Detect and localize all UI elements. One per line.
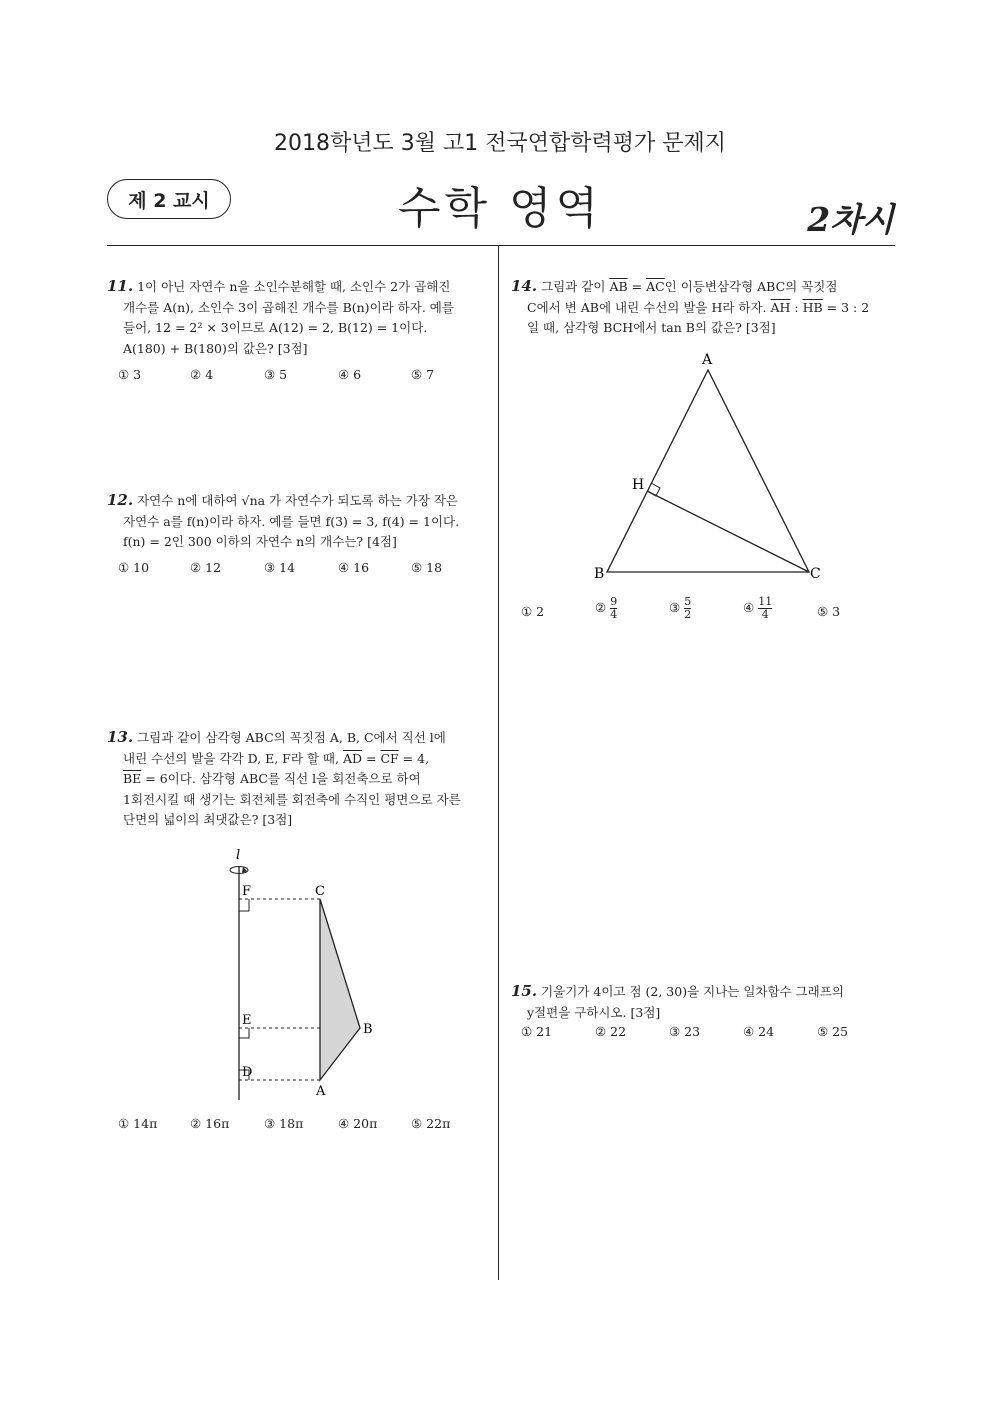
choice-5[interactable]: ⑤ 18 xyxy=(411,560,443,575)
label-l: l xyxy=(236,848,241,863)
question-number: 15. xyxy=(511,982,538,1000)
subject-title: 수학 영역 xyxy=(397,183,602,234)
label-a: A xyxy=(316,1084,326,1099)
question-number: 13. xyxy=(107,728,134,746)
choice-2[interactable]: ② 4 xyxy=(190,367,214,382)
session-badge: 제 2 교시 xyxy=(107,179,231,219)
part-label: 2차시 xyxy=(807,200,894,239)
question-text: 일 때, 삼각형 BCH에서 tan B의 값은? [3점] xyxy=(527,320,776,335)
question-text: 자연수 a를 f(n)이라 하자. 예를 들면 f(3) = 3, f(4) = 1이다. xyxy=(123,513,460,529)
choice-1[interactable]: ① 3 xyxy=(118,367,142,382)
question-text: $\overline{BE} = 6$이다. 삼각형 ABC를 직선 l을 회전축으로 하여 xyxy=(123,771,421,786)
question-number: 11. xyxy=(107,277,134,295)
choices-12 xyxy=(118,560,498,580)
choice-4[interactable]: ④ 24 xyxy=(743,1024,775,1039)
question-11 xyxy=(107,276,454,359)
label-c: C xyxy=(315,884,325,899)
label-d: D xyxy=(242,1065,253,1080)
figure-13 xyxy=(220,845,390,1100)
choice-4[interactable]: ④ $\frac{11}{4}$ xyxy=(743,595,773,621)
choices-14 xyxy=(521,596,881,630)
triangle-abc xyxy=(320,899,360,1080)
question-text: 단면의 넓이의 최댓값은? [3점] xyxy=(123,812,293,827)
choice-1[interactable]: ① 10 xyxy=(118,560,150,575)
question-text: A(180) + B(180)의 값은? [3점] xyxy=(123,340,308,356)
label-b: B xyxy=(594,566,605,582)
question-text: y절편을 구하시오. [3점] xyxy=(527,1004,661,1020)
choice-4[interactable]: ④ 6 xyxy=(338,367,362,382)
question-text: 기울기가 4이고 점 (2, 30)을 지나는 일차함수 그래프의 xyxy=(541,984,844,999)
question-number: 14. xyxy=(511,277,538,295)
choice-2[interactable]: ② 16π xyxy=(190,1116,230,1131)
choice-3[interactable]: ③ 23 xyxy=(669,1024,701,1039)
choice-2[interactable]: ② 22 xyxy=(595,1024,627,1039)
question-text: C에서 변 AB에 내린 수선의 발을 H라 하자. $\overline{AH}$ : $\overline{HB} = 3$ : 2 xyxy=(527,299,870,315)
question-text: 1이 아닌 자연수 n을 소인수분해할 때, 소인수 2가 곱해진 xyxy=(137,279,451,294)
question-14 xyxy=(511,276,869,339)
choices-13 xyxy=(118,1116,498,1136)
question-text: 내린 수선의 발을 각각 D, E, F라 할 때, $\overline{AD} = \overline{CF} = 4$, xyxy=(123,750,430,766)
question-15 xyxy=(511,981,844,1023)
question-13 xyxy=(107,727,461,831)
label-c: C xyxy=(810,566,821,582)
choice-2[interactable]: ② $\frac{9}{4}$ xyxy=(595,595,618,621)
choice-1[interactable]: ① 14π xyxy=(118,1116,158,1131)
label-e: E xyxy=(242,1013,252,1028)
choice-5[interactable]: ⑤ 22π xyxy=(411,1116,451,1131)
right-angle-mark xyxy=(239,899,249,911)
label-a: A xyxy=(702,352,713,368)
label-b: B xyxy=(363,1022,373,1037)
triangle-abc xyxy=(607,370,809,572)
choice-1[interactable]: ① 2 xyxy=(521,604,545,619)
column-divider xyxy=(498,246,499,1280)
question-text: 자연수 n에 대하여 √na 가 자연수가 되도록 하는 가장 작은 xyxy=(137,493,458,508)
question-text: 1회전시킬 때 생기는 회전체를 회전축에 수직인 평면으로 자른 xyxy=(123,791,461,807)
choice-4[interactable]: ④ 20π xyxy=(338,1116,378,1131)
choice-2[interactable]: ② 12 xyxy=(190,560,222,575)
question-12 xyxy=(107,490,459,553)
label-f: F xyxy=(242,884,252,899)
question-number: 12. xyxy=(107,491,134,509)
choice-3[interactable]: ③ $\frac{5}{2}$ xyxy=(669,595,692,621)
choice-3[interactable]: ③ 18π xyxy=(264,1116,304,1131)
choice-3[interactable]: ③ 14 xyxy=(264,560,296,575)
question-text: 개수를 A(n), 소인수 3이 곱해진 개수를 B(n)이라 하자. 예를 xyxy=(123,299,454,315)
figure-14 xyxy=(585,348,835,588)
choices-15 xyxy=(521,1024,881,1044)
choice-1[interactable]: ① 21 xyxy=(521,1024,553,1039)
choice-3[interactable]: ③ 5 xyxy=(264,367,288,382)
question-text: 들어, 12 = 2² × 3이므로 A(12) = 2, B(12) = 1이다. xyxy=(123,320,428,335)
choice-5[interactable]: ⑤ 3 xyxy=(817,604,841,619)
question-text: 그림과 같이 $\overline{AB} = \overline{AC}$인 이등변삼각형 ABC의 꼭짓점 xyxy=(541,279,838,294)
perpendicular-ch xyxy=(647,491,809,572)
right-angle-mark xyxy=(239,1028,249,1038)
label-h: H xyxy=(632,477,645,493)
question-text: f(n) = 2인 300 이하의 자연수 n의 개수는? [4점] xyxy=(123,534,397,549)
choice-4[interactable]: ④ 16 xyxy=(338,560,370,575)
question-text: 그림과 같이 삼각형 ABC의 꼭짓점 A, B, C에서 직선 l에 xyxy=(137,730,446,745)
choice-5[interactable]: ⑤ 25 xyxy=(817,1024,849,1039)
choices-11 xyxy=(118,367,498,387)
exam-title: 2018학년도 3월 고1 전국연합학력평가 문제지 xyxy=(274,131,726,156)
header-rule xyxy=(107,245,895,246)
choice-5[interactable]: ⑤ 7 xyxy=(411,367,435,382)
